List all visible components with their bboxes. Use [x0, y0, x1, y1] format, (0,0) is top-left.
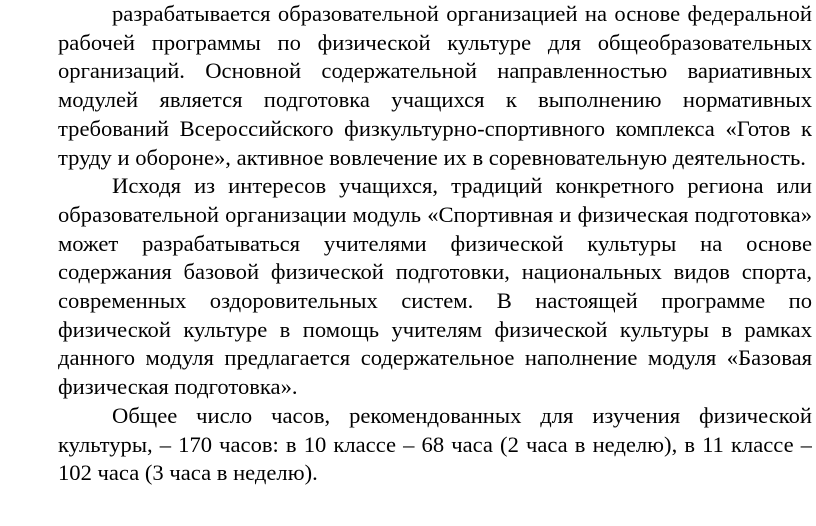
text-line: образовательной организации модуль «Спортивная и физическая подготовка»: [58, 201, 812, 227]
text-line: труду и обороне», активное вовлечение их в соревновательную деятельность.: [58, 144, 806, 170]
paragraph-module-sport-preparation: [4, 172, 812, 402]
paragraph-modules-description: [4, 0, 812, 172]
text-line: физической культуре в помощь учителям физической культуры в рамках: [58, 316, 812, 342]
text-line: Исходя из интересов учащихся, традиций конкретного региона или: [112, 173, 812, 199]
text-line: рабочей программы по физической культуре для общеобразовательных: [58, 29, 812, 55]
text-line: организаций. Основной содержательной направленностью вариативных: [58, 58, 812, 84]
text-line: физическая подготовка».: [58, 374, 298, 400]
paragraph-total-hours: [4, 402, 812, 488]
text-line: культуры, – 170 часов: в 10 классе – 68 часа (2 часа в неделю), в 11 классе –: [58, 431, 812, 457]
text-line: может разрабатываться учителями физической культуры на основе: [58, 230, 812, 256]
text-line: требований Всероссийского физкультурно-спортивного комплекса «Готов к: [58, 115, 812, 141]
text-line: Общее число часов, рекомендованных для изучения физической: [112, 402, 812, 428]
text-line: данного модуля предлагается содержательное наполнение модуля «Базовая: [58, 345, 812, 371]
text-line: содержания базовой физической подготовки, национальных видов спорта,: [58, 259, 812, 285]
text-line: модулей является подготовка учащихся к выполнению нормативных: [58, 87, 812, 113]
text-line: современных оздоровительных систем. В настоящей программе по: [58, 288, 812, 314]
text-line: 102 часа (3 часа в неделю).: [58, 460, 318, 486]
text-line: разрабатывается образовательной организацией на основе федеральной: [112, 1, 812, 26]
